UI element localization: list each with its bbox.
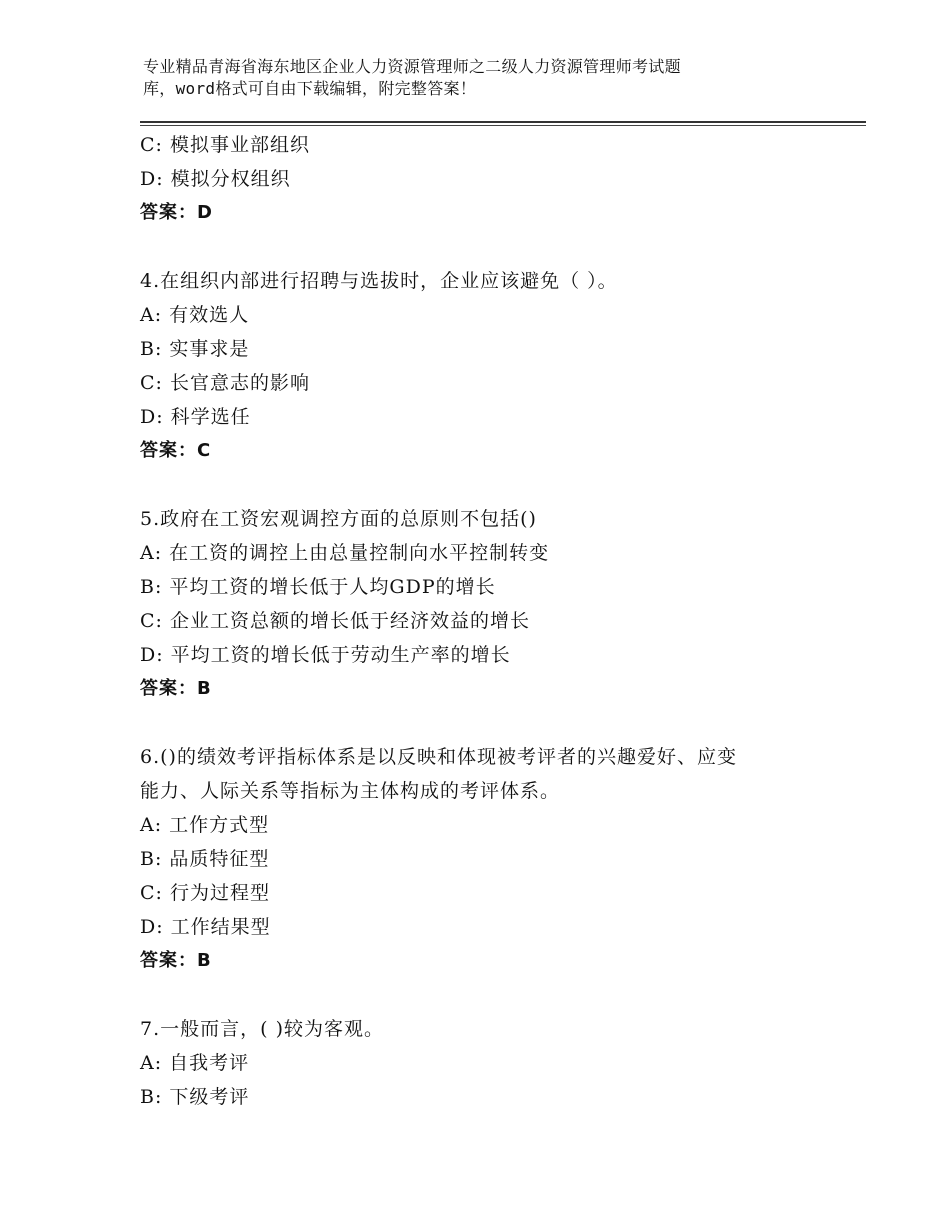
option-b: B: 实事求是: [140, 338, 250, 360]
option-b: B: 下级考评: [140, 1086, 250, 1108]
option-a: A: 工作方式型: [140, 814, 270, 836]
answer-line: 答案：C: [140, 440, 212, 461]
answer-line: 答案：D: [140, 202, 213, 223]
option-b: B: 平均工资的增长低于人均GDP的增长: [140, 576, 496, 598]
question-text-line-2: 能力、人际关系等指标为主体构成的考评体系。: [140, 780, 561, 802]
spacer: [140, 230, 866, 264]
spacer: [140, 978, 866, 1012]
spacer: [140, 706, 866, 740]
question-text-line-1: 6.()的绩效考评指标体系是以反映和体现被考评者的兴趣爱好、应变: [140, 746, 737, 768]
question-3: [140, 128, 866, 230]
question-5: [140, 502, 866, 706]
question-text: 5.政府在工资宏观调控方面的总原则不包括(): [140, 508, 537, 530]
option-d: D: 平均工资的增长低于劳动生产率的增长: [140, 644, 511, 666]
header-divider: [140, 121, 866, 123]
header-divider-thin: [140, 125, 866, 126]
header-title-line-2: 库，word格式可自由下载编辑，附完整答案！: [143, 79, 477, 98]
question-text: 7.一般而言，( )较为客观。: [140, 1018, 384, 1040]
option-c: C: 模拟事业部组织: [140, 134, 310, 156]
question-4: [140, 264, 866, 468]
option-d: D: 工作结果型: [140, 916, 271, 938]
option-a: A: 自我考评: [140, 1052, 250, 1074]
option-a: A: 在工资的调控上由总量控制向水平控制转变: [140, 542, 550, 564]
question-text: 4.在组织内部进行招聘与选拔时，企业应该避免（ ）。: [140, 270, 618, 292]
answer-line: 答案：B: [140, 678, 212, 699]
option-a: A: 有效选人: [140, 304, 250, 326]
question-list: [140, 128, 866, 1114]
option-c: C: 长官意志的影响: [140, 372, 310, 394]
document-header: [143, 56, 863, 100]
header-title-line-1: 专业精品青海省海东地区企业人力资源管理师之二级人力资源管理师考试题: [143, 57, 681, 76]
option-c: C: 企业工资总额的增长低于经济效益的增长: [140, 610, 530, 632]
option-c: C: 行为过程型: [140, 882, 270, 904]
option-d: D: 模拟分权组织: [140, 168, 291, 190]
option-b: B: 品质特征型: [140, 848, 270, 870]
option-d: D: 科学选任: [140, 406, 251, 428]
question-7: [140, 1012, 866, 1114]
spacer: [140, 468, 866, 502]
question-6: [140, 740, 866, 978]
answer-line: 答案：B: [140, 950, 212, 971]
